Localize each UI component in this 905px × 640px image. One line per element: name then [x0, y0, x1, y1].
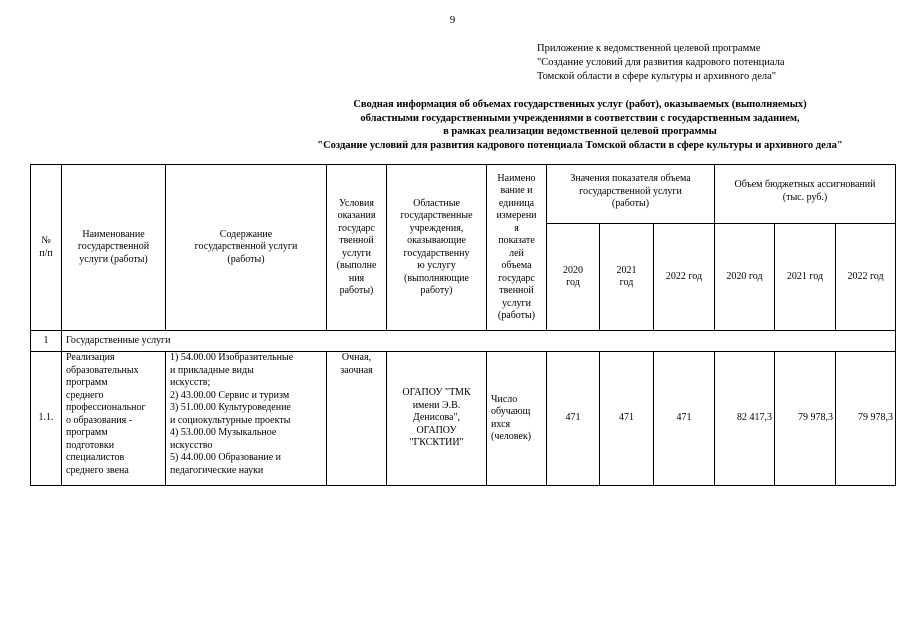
- cell-line: подготовки: [66, 439, 115, 451]
- row-bud-2022: 79 978,3: [836, 352, 896, 486]
- cell-line: 2020: [563, 264, 583, 276]
- cell-line: работу): [420, 285, 453, 296]
- header-volume-group: [547, 165, 715, 224]
- cell-line: и социокультурные проекты: [170, 414, 291, 426]
- header-service-content: [166, 165, 327, 331]
- cell-line: государс: [498, 272, 535, 284]
- cell-line: 2021: [616, 264, 637, 276]
- header-num: [31, 165, 62, 331]
- cell-line: Условия: [339, 197, 374, 209]
- cell-line: о образования -: [66, 414, 133, 426]
- section-row: [31, 331, 896, 352]
- cell-line: искусств;: [170, 377, 211, 388]
- cell-line: (выполне: [336, 260, 377, 271]
- appendix-line: Томской области в сфере культуры и архивного дела": [537, 71, 777, 82]
- cell-line: оказания: [337, 210, 376, 221]
- header-bud-2020: 2020 год: [715, 224, 775, 331]
- document-title: [280, 98, 880, 152]
- appendix-line: Приложение к ведомственной целевой программе: [537, 43, 761, 54]
- cell-line: год: [619, 277, 634, 288]
- cell-line: образовательных: [66, 364, 139, 376]
- cell-line: измерени: [496, 210, 537, 221]
- row-institutions: [387, 352, 487, 486]
- cell-line: (работы): [611, 198, 650, 209]
- title-line: областными государственными учреждениями в соответствии с государственным заданием,: [360, 112, 800, 124]
- cell-line: Реализация: [66, 352, 115, 363]
- cell-line: Очная,: [341, 352, 372, 363]
- cell-line: 5) 44.00.00 Образование и: [170, 452, 281, 463]
- cell-line: ния: [348, 272, 365, 284]
- header-vol-2022: 2022 год: [654, 224, 715, 331]
- row-vol-2022: 471: [654, 352, 715, 486]
- row-bud-2020: 82 417,3: [715, 352, 775, 486]
- cell-line: программ: [66, 427, 108, 438]
- services-table: [30, 164, 896, 486]
- cell-line: ОГАПОУ "ТМК: [402, 387, 471, 399]
- header-vol-2021: [600, 224, 654, 331]
- header-service-name: [62, 165, 166, 331]
- cell-line: оказывающие: [407, 235, 466, 246]
- cell-line: (работы): [497, 310, 536, 321]
- cell-line: (работы): [227, 253, 265, 265]
- cell-line: ихся: [491, 418, 511, 430]
- header-bud-2021: 2021 год: [775, 224, 836, 331]
- cell-line: объема: [501, 260, 532, 271]
- cell-line: государственной: [77, 241, 150, 253]
- cell-line: имени Э.В.: [412, 399, 461, 411]
- cell-line: Значения показателя объема: [570, 173, 691, 184]
- cell-line: я: [514, 222, 519, 234]
- section-label: Государственные услуги: [62, 331, 896, 352]
- cell-line: учреждения,: [409, 222, 464, 234]
- cell-line: (тыс. руб.): [782, 191, 828, 203]
- appendix-line: "Создание условий для развития кадрового потенциала: [537, 57, 785, 68]
- cell-line: Наименование: [82, 228, 145, 240]
- cell-line: твенной: [339, 235, 374, 246]
- cell-line: государственной услуги: [579, 185, 682, 197]
- cell-line: среднего: [66, 389, 104, 401]
- cell-line: (человек): [491, 431, 532, 442]
- row-vol-2020: 471: [547, 352, 600, 486]
- cell-line: п/п: [39, 247, 53, 259]
- cell-line: ю услугу: [417, 260, 456, 271]
- header-conditions: [327, 165, 387, 331]
- cell-line: 2) 43.00.00 Сервис и туризм: [170, 389, 290, 401]
- cell-line: программ: [66, 377, 108, 388]
- header-budget-group: [715, 165, 896, 224]
- cell-line: Число: [491, 393, 518, 405]
- header-bud-2022: 2022 год: [836, 224, 896, 331]
- row-vol-2021: 471: [600, 352, 654, 486]
- cell-line: твенной: [499, 285, 534, 296]
- cell-line: обучающ: [491, 406, 531, 417]
- cell-line: и прикладные виды: [170, 364, 254, 376]
- cell-line: услуги: [502, 297, 531, 309]
- cell-line: Объем бюджетных ассигнований: [734, 179, 876, 190]
- cell-line: (выполняющие: [404, 272, 469, 284]
- cell-line: №: [41, 235, 51, 246]
- title-line: Сводная информация об объемах государственных услуг (работ), оказываемых (выполняемых): [353, 99, 807, 110]
- cell-line: государственной услуги: [194, 241, 298, 253]
- title-line: "Создание условий для развития кадрового потенциала Томской области в сфере культуры и архивного дела": [317, 139, 843, 151]
- row-service-content: [166, 352, 327, 486]
- cell-line: заочная: [340, 364, 373, 376]
- cell-line: Областные: [413, 197, 460, 209]
- cell-line: год: [566, 277, 580, 288]
- row-unit: [487, 352, 547, 486]
- cell-line: 3) 51.00.00 Культуроведение: [170, 402, 291, 413]
- row-num: 1.1.: [31, 352, 62, 486]
- cell-line: единица: [498, 197, 535, 209]
- cell-line: среднего звена: [66, 464, 129, 476]
- cell-line: государственну: [403, 247, 470, 259]
- section-num: 1: [31, 331, 62, 352]
- cell-line: ОГАПОУ: [416, 424, 457, 436]
- page-number: 9: [449, 14, 456, 26]
- cell-line: вание и: [500, 185, 533, 196]
- cell-line: лей: [509, 247, 524, 259]
- cell-line: 4) 53.00.00 Музыкальное: [170, 427, 277, 438]
- table-row: [31, 352, 896, 486]
- cell-line: работы): [339, 285, 374, 296]
- title-line: в рамках реализации ведомственной целевой программы: [443, 126, 717, 137]
- cell-line: показате: [498, 235, 535, 246]
- cell-line: специалистов: [66, 452, 125, 463]
- header-vol-2020: [547, 224, 600, 331]
- row-service-name: [62, 352, 166, 486]
- cell-line: услуги: [342, 247, 371, 259]
- header-institutions: [387, 165, 487, 331]
- cell-line: услуги (работы): [79, 253, 148, 265]
- cell-line: Наимено: [497, 172, 536, 184]
- cell-line: Денисова",: [412, 412, 461, 424]
- row-conditions: [327, 352, 387, 486]
- cell-line: государс: [338, 222, 375, 234]
- cell-line: 1) 54.00.00 Изобразительные: [170, 352, 294, 363]
- cell-line: педагогические науки: [170, 464, 264, 476]
- appendix-note: [537, 42, 877, 84]
- row-bud-2021: 79 978,3: [775, 352, 836, 486]
- cell-line: "ГКСКТИИ": [409, 437, 464, 449]
- cell-line: профессиональног: [66, 402, 146, 413]
- cell-line: Содержание: [219, 228, 273, 240]
- cell-line: искусство: [170, 439, 213, 451]
- header-unit: [487, 165, 547, 331]
- cell-line: государственные: [400, 210, 473, 221]
